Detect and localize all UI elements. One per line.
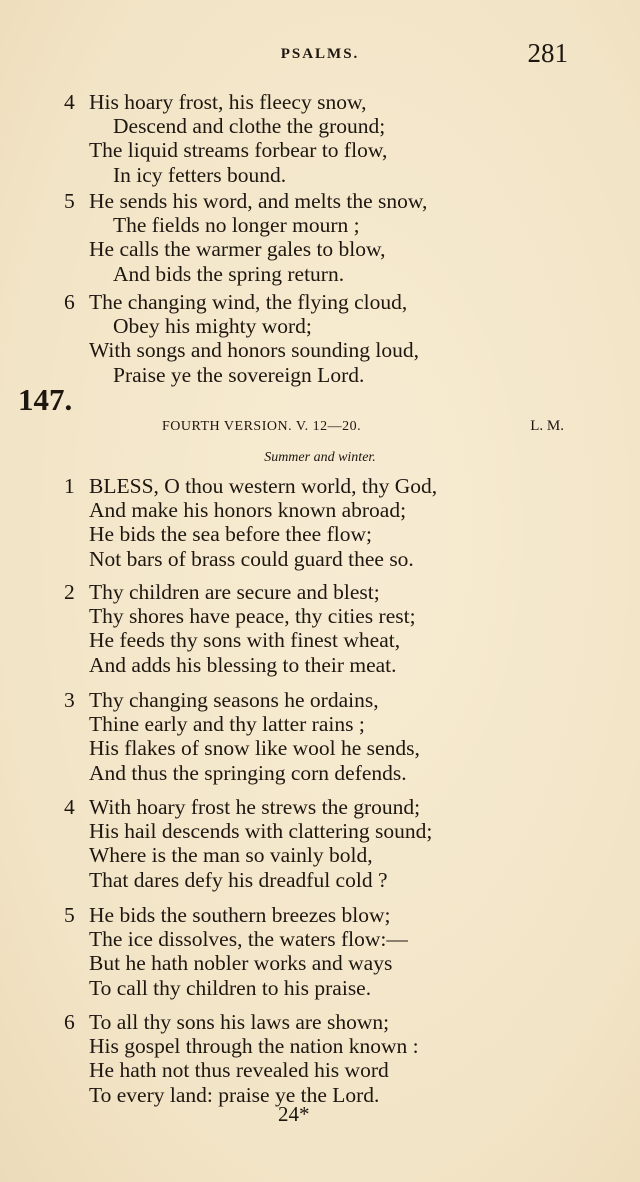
verse-line: 6 The changing wind, the flying cloud, [64, 290, 408, 314]
verse-line: With songs and honors sounding loud, [89, 338, 419, 363]
verse-line: 4 His hoary frost, his fleecy snow, [64, 90, 367, 114]
verse-line: His gospel through the nation known : [89, 1034, 419, 1059]
stanza [64, 795, 564, 892]
hymn-subtitle: Summer and winter. [264, 450, 376, 465]
verse-line: 5 He bids the southern breezes blow; [64, 903, 391, 927]
stanza [64, 290, 564, 387]
hymn-version: FOURTH VERSION. V. 12—20. [162, 419, 362, 434]
verse-line: 4 With hoary frost he strews the ground; [64, 795, 421, 819]
verse-line: 2 Thy children are secure and blest; [64, 580, 380, 604]
running-head: PSALMS. [280, 46, 360, 62]
verse-line: His flakes of snow like wool he sends, [89, 736, 420, 761]
verse-line: The ice dissolves, the waters flow:— [89, 927, 408, 952]
signature-mark: 24* [278, 1102, 310, 1126]
verse-line: Where is the man so vainly bold, [89, 843, 373, 868]
verse-line: He hath not thus revealed his word [89, 1058, 389, 1083]
verse-line: Thine early and thy latter rains ; [89, 712, 365, 737]
stanza [64, 1010, 564, 1107]
stanza [64, 90, 564, 187]
stanza-number: 4 [64, 90, 75, 114]
stanza-number: 4 [64, 795, 75, 819]
verse-line: Not bars of brass could guard thee so. [89, 546, 414, 571]
verse-line: To call thy children to his praise. [89, 975, 372, 1000]
verse-line: He calls the warmer gales to blow, [89, 237, 386, 262]
verse-line: The fields no longer mourn ; [113, 213, 360, 238]
stanza [64, 903, 564, 1000]
hymn-meter: L. M. [530, 418, 564, 434]
stanza [64, 474, 564, 571]
verse-line: Obey his mighty word; [113, 314, 312, 339]
verse-line: His hail descends with clattering sound; [89, 819, 433, 844]
verse-line: That dares defy his dreadful cold ? [89, 867, 388, 892]
hymn-number: 147. [18, 382, 73, 417]
verse-line: And thus the springing corn defends. [89, 760, 407, 785]
verse-line: And adds his blessing to their meat. [89, 652, 397, 677]
verse-line: Praise ye the sovereign Lord. [113, 362, 365, 387]
stanza-number: 6 [64, 290, 75, 314]
verse-line: 3 Thy changing seasons he ordains, [64, 688, 379, 712]
stanza-number: 1 [64, 474, 75, 498]
verse-line: He bids the sea before thee flow; [89, 522, 372, 547]
verse-line: Thy shores have peace, thy cities rest; [89, 604, 416, 629]
verse-line: He feeds thy sons with finest wheat, [89, 628, 401, 653]
stanza [64, 189, 564, 286]
verse-line: But he hath nobler works and ways [89, 951, 393, 976]
stanza-number: 5 [64, 903, 75, 927]
stanza-number: 2 [64, 580, 75, 604]
verse-line: 1 BLESS, O thou western world, thy God, [64, 474, 438, 498]
verse-line: 5 He sends his word, and melts the snow, [64, 189, 428, 213]
verse-line: And bids the spring return. [113, 261, 345, 286]
stanza [64, 580, 564, 677]
verse-line: 6 To all thy sons his laws are shown; [64, 1010, 390, 1034]
verse-line: In icy fetters bound. [113, 162, 287, 187]
page-number: 281 [527, 38, 568, 68]
stanza [64, 688, 564, 785]
verse-line: To every land: praise ye the Lord. [89, 1082, 380, 1107]
verse-line: The liquid streams forbear to flow, [89, 138, 388, 163]
stanza-number: 3 [64, 688, 75, 712]
stanza-number: 6 [64, 1010, 75, 1034]
verse-line: Descend and clothe the ground; [113, 114, 386, 139]
stanza-number: 5 [64, 189, 75, 213]
verse-line: And make his honors known abroad; [89, 498, 407, 523]
